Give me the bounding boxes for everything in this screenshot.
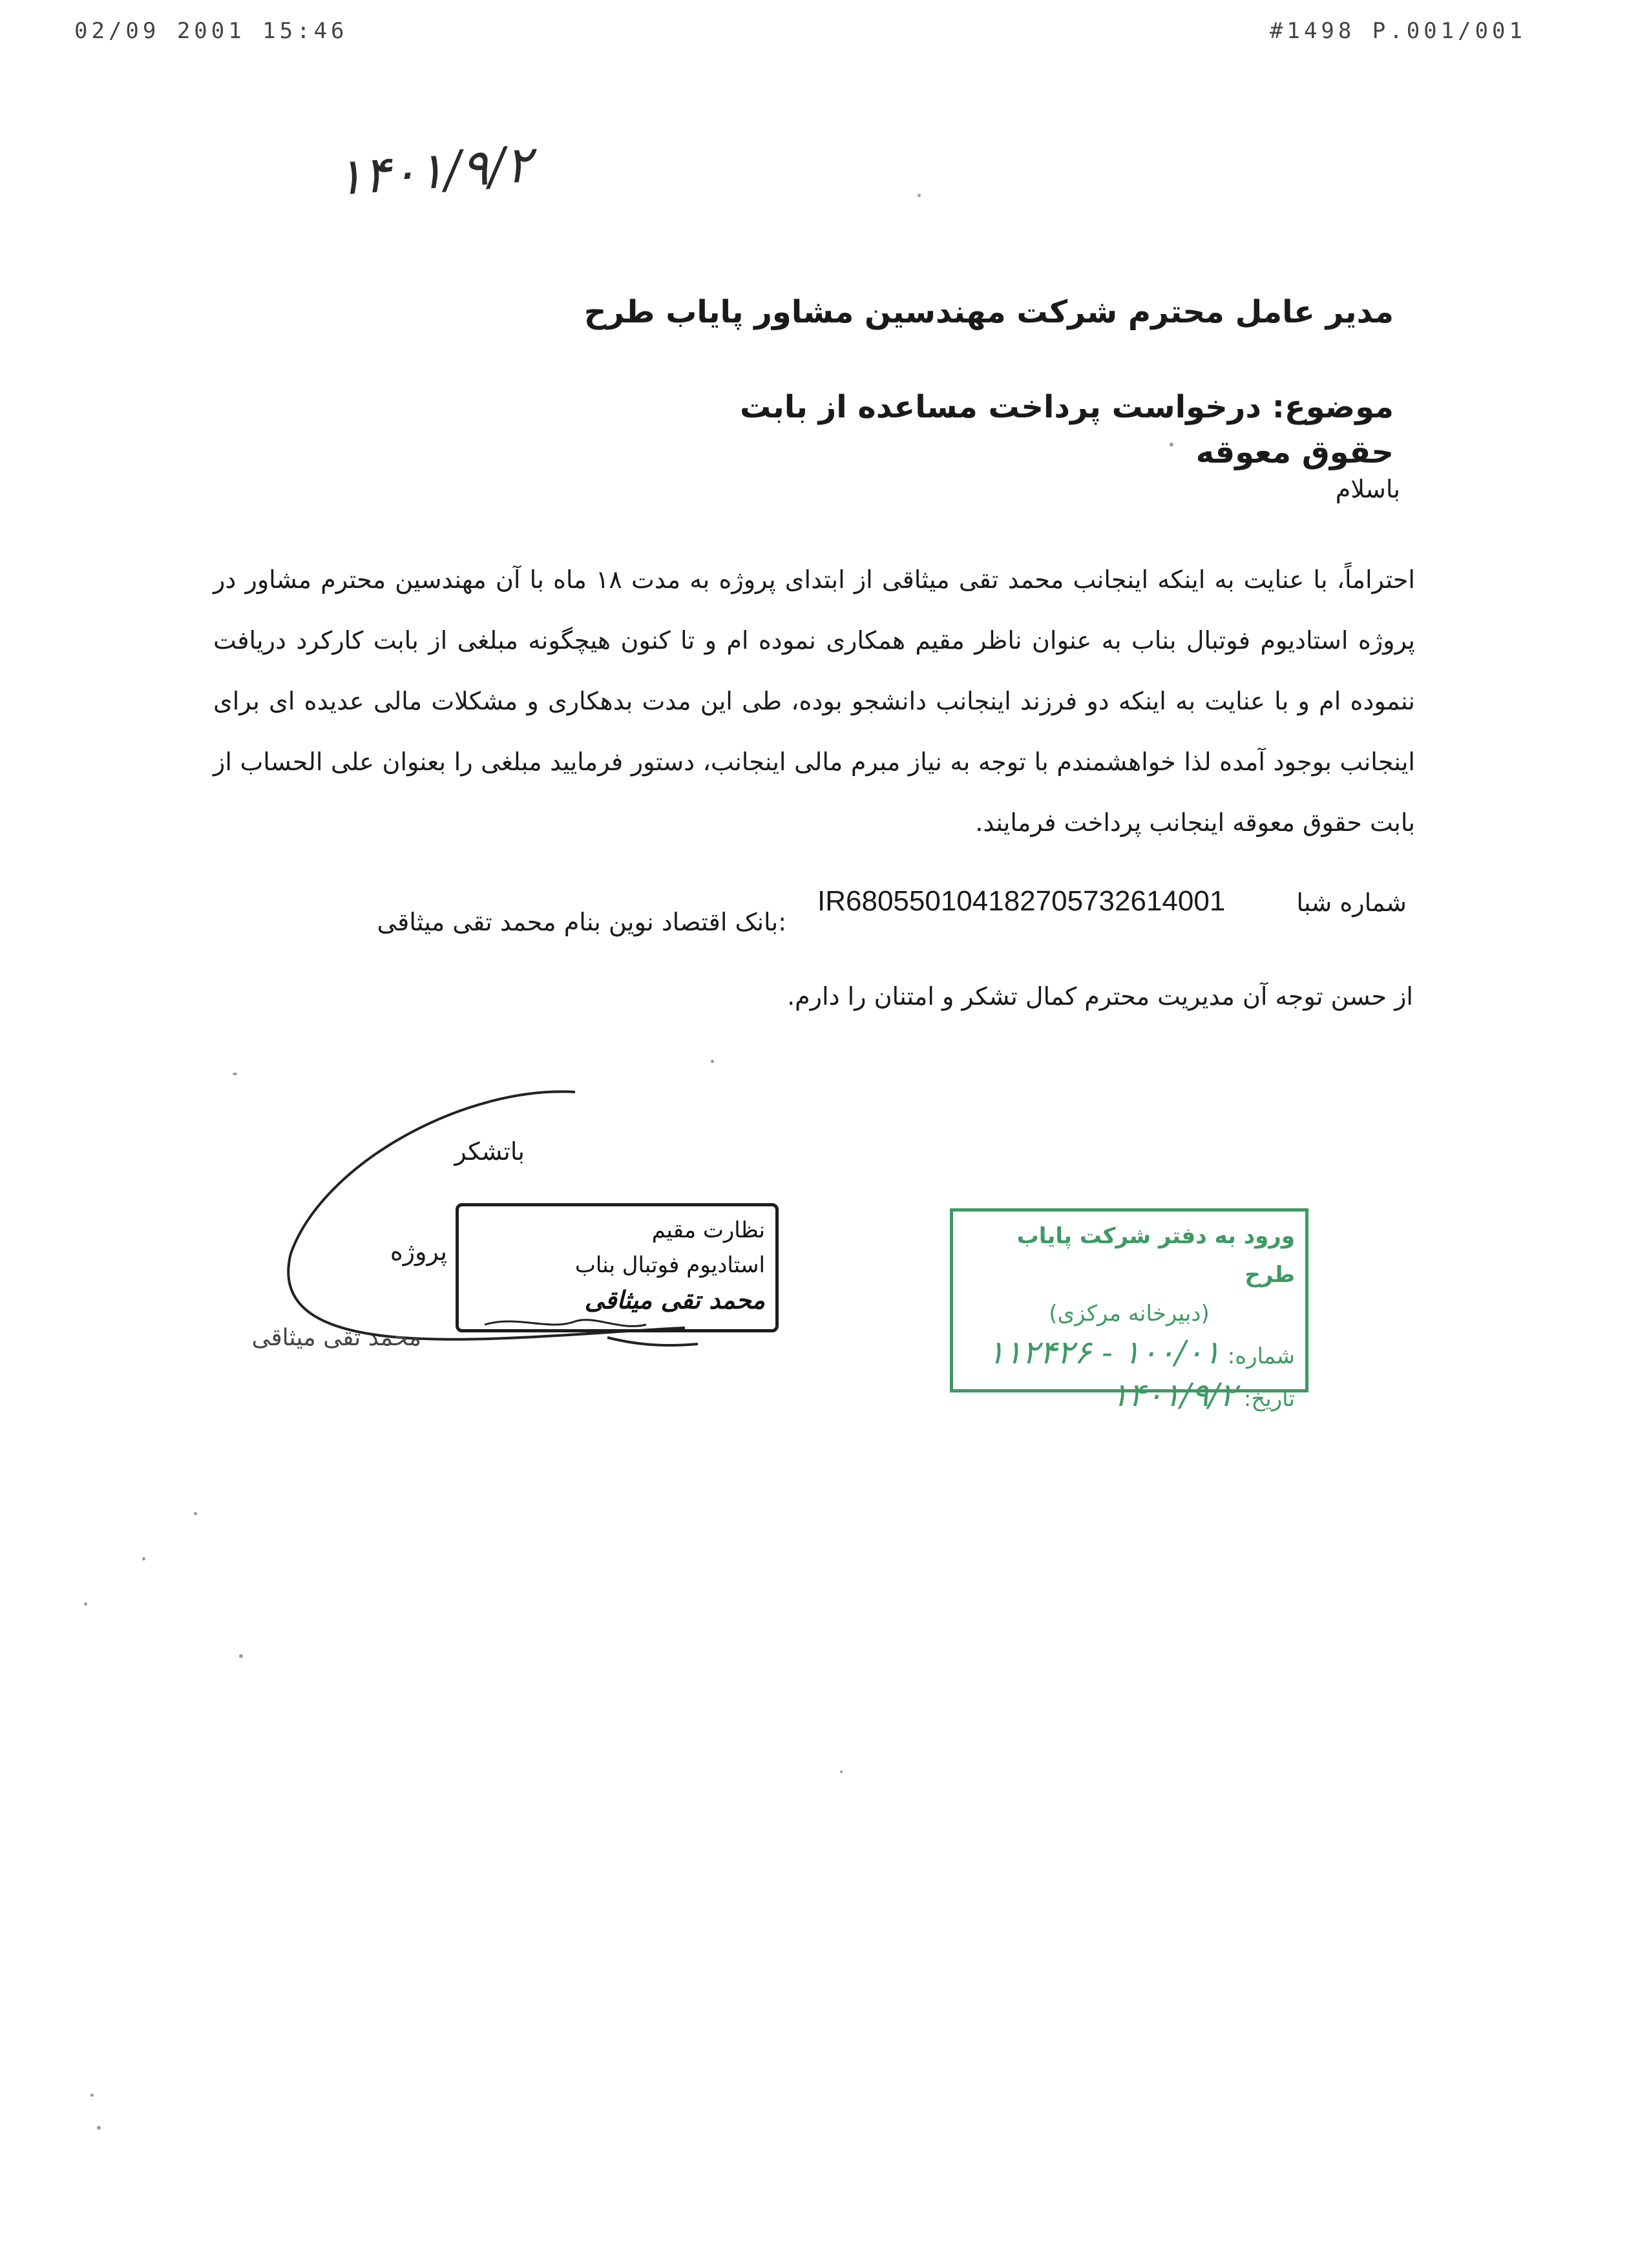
letter-closing: از حسن توجه آن مدیریت محترم کمال تشکر و امتنان را دارم. (787, 982, 1413, 1011)
scan-speck (239, 1654, 243, 1658)
sheba-number: IR680550104182705732614001 (817, 885, 1226, 917)
scan-speck (90, 2094, 94, 2097)
scan-speck (233, 1073, 237, 1075)
sign-off: باتشکر (454, 1137, 525, 1166)
signature-stamp (456, 1203, 779, 1332)
scan-speck (194, 1512, 197, 1515)
office-stamp-number-value: ۱۰۰/۰۱ - ۱۱۲۴۲۶ (987, 1334, 1221, 1371)
signature-stamp-line1: نظارت مقیم (651, 1217, 765, 1243)
signature-stamp-line3: محمد تقی میثاقی (584, 1286, 765, 1314)
letter-greeting: باسلام (1335, 475, 1400, 503)
scan-speck (97, 2126, 101, 2130)
sheba-label: شماره شبا (1296, 888, 1407, 917)
office-stamp-date-value: ۱۴۰۱/۹/۲ (1111, 1376, 1237, 1414)
scan-speck (711, 1060, 714, 1063)
office-stamp-title: ورود به دفتر شرکت پایاب طرح (1016, 1223, 1295, 1288)
scan-speck (1170, 443, 1173, 446)
scan-speck (142, 1557, 145, 1560)
office-receipt-stamp (950, 1208, 1308, 1414)
fax-page-ref: #1498 P.001/001 (1269, 18, 1526, 44)
fax-datetime: 02/09 2001 15:46 (74, 18, 348, 44)
signature-side-text: پروژه (390, 1237, 447, 1266)
letter-body: احتراماً، با عنایت به اینکه اینجانب محمد تقی میثاقی از ابتدای پروژه به مدت ۱۸ ماه با آن مهندسین محترم مشاور در پروژه استادیوم فوتبال بناب به عنوان ناظر مقیم همکاری نموده ام و تا کنون هیچگونه مبلغی از بابت کارکرد دریافت ننموده ام و با عنایت به اینکه دو فرزند اینجانب دانشجو بوده، طی این مدت بدهکاری و مشکلات مالی عدیده ای برای اینجانب بوجود آمده لذا خواهشمندم با توجه به نیاز مبرم مالی اینجانب، دستور فرمایید مبلغی را بعنوان علی الحساب از بابت حقوق معوقه اینجانب پرداخت فرمایند. (213, 565, 1415, 837)
handwritten-date: ۱۴۰۱/۹/۲ (334, 135, 534, 207)
signature-under-text: محمد تقی میثاقی (251, 1325, 421, 1351)
bank-info: :بانک اقتصاد نوین بنام محمد تقی میثاقی (377, 908, 786, 936)
scan-speck (918, 194, 921, 197)
signature-stamp-line2: استادیوم فوتبال بناب (574, 1252, 765, 1278)
office-stamp-number-label: شماره: (1227, 1343, 1295, 1369)
scan-speck (84, 1602, 87, 1606)
office-stamp-date-label: تاریخ: (1243, 1386, 1295, 1412)
office-stamp-subtitle: (دبیرخانه مرکزی) (1049, 1301, 1210, 1327)
scan-speck (840, 1770, 843, 1773)
letter-subject: موضوع: درخواست پرداخت مساعده از بابت حقوق معوقه (739, 389, 1394, 470)
letter-recipient: مدیر عامل محترم شرکت مهندسین مشاور پایاب طرح (583, 294, 1394, 330)
